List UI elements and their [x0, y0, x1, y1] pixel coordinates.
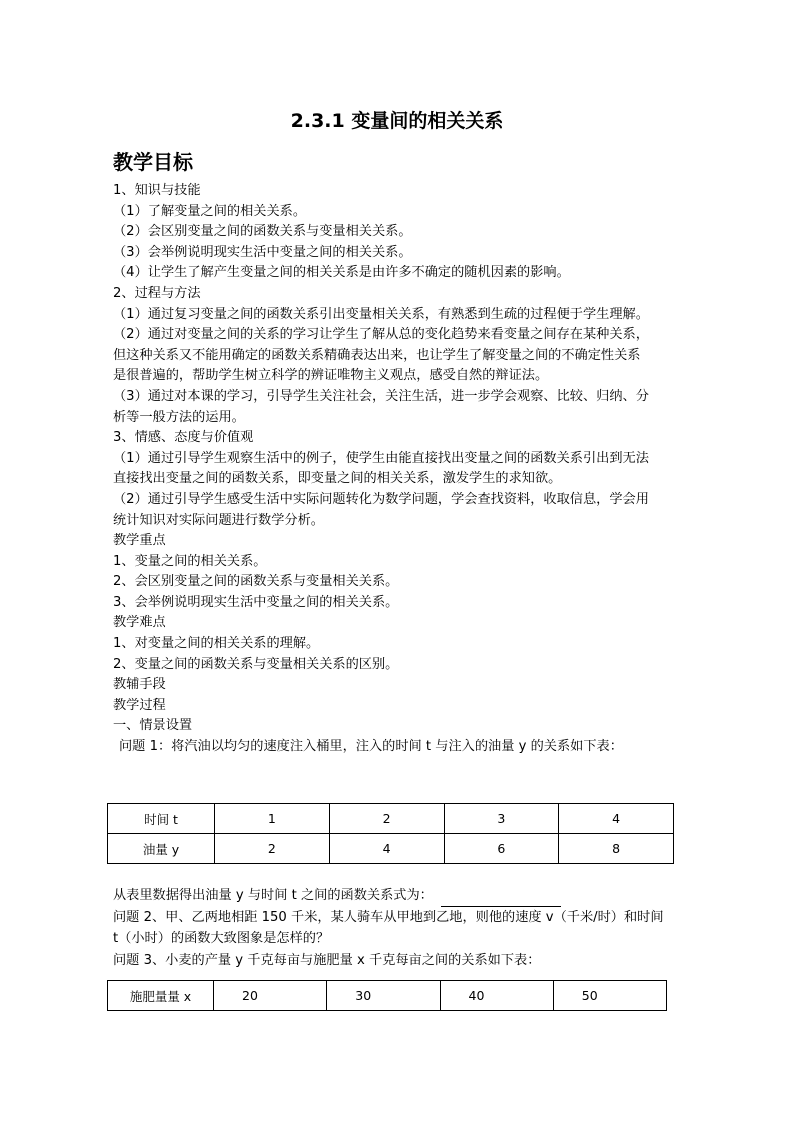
text-line: 教学重点 — [113, 533, 166, 549]
text-line: 统计知识对实际问题进行数学分析。 — [113, 512, 324, 528]
text-line: （1）通过复习变量之间的函数关系引出变量相关关系，有熟悉到生疏的过程便于学生理解。 — [113, 306, 649, 322]
section-heading: 教学目标 — [113, 150, 193, 174]
text-line: 但这种关系又不能用确定的函数关系精确表达出来，也让学生了解变量之间的不确定性关系 — [113, 347, 641, 363]
table-cell: 20 — [214, 981, 327, 1011]
table-cell: 40 — [440, 981, 553, 1011]
text-line: （3）通过对本课的学习，引导学生关注社会，关注生活，进一步学会观察、比较、归纳、分 — [113, 388, 649, 404]
document-title: 2.3.1 变量间的相关关系 — [290, 110, 504, 132]
table-cell: 6 — [444, 834, 559, 864]
answer-blank — [441, 892, 561, 907]
text-line: （1）了解变量之间的相关关系。 — [113, 203, 307, 219]
table-cell: 4 — [559, 804, 674, 834]
table-row — [108, 981, 667, 1011]
text-line: 2、会区别变量之间的函数关系与变量相关关系。 — [113, 574, 399, 590]
text-line: （2）通过对变量之间的关系的学习让学生了解从总的变化趋势来看变量之间存在某种关系， — [113, 327, 649, 343]
row-header: 施肥量量 x — [108, 981, 214, 1011]
row-header: 油量 y — [108, 834, 215, 864]
problems-text — [113, 885, 693, 971]
text-line: 直接找出变量之间的函数关系，即变量之间的相关关系，激发学生的求知欲。 — [113, 471, 562, 487]
text-line: （4）让学生了解产生变量之间的相关关系是由许多不确定的随机因素的影响。 — [113, 265, 570, 281]
table-cell: 3 — [444, 804, 559, 834]
text-line: 问题 2、甲、乙两地相距 150 千米，某人骑车从甲地到乙地，则他的速度 v（千米/时）和时间 — [113, 909, 664, 925]
text-line: 析等一般方法的运用。 — [113, 409, 245, 425]
table-cell: 50 — [553, 981, 666, 1011]
text-line: 1、知识与技能 — [113, 183, 201, 198]
text-line: 2、过程与方法 — [113, 285, 201, 301]
table-row — [108, 804, 674, 834]
formula-prompt: 从表里数据得出油量 y 与时间 t 之间的函数关系式为： — [113, 888, 433, 903]
text-line: 教学难点 — [113, 615, 166, 631]
text-line: 是很普遍的，帮助学生树立科学的辨证唯物主义观点，感受自然的辩证法。 — [113, 368, 549, 384]
table-cell: 30 — [327, 981, 440, 1011]
text-line: 2、变量之间的函数关系与变量相关关系的区别。 — [113, 656, 399, 672]
objectives-body — [113, 181, 683, 758]
table-cell: 4 — [329, 834, 444, 864]
row-header: 时间 t — [108, 804, 215, 834]
text-line: （2）通过引导学生感受生活中实际问题转化为数学问题，学会查找资料，收取信息，学会用 — [113, 491, 649, 507]
text-line: 教学过程 — [113, 697, 166, 713]
text-line: 1、对变量之间的相关关系的理解。 — [113, 636, 320, 652]
fertilizer-table — [107, 980, 667, 1011]
table-row — [108, 834, 674, 864]
text-line: （1）通过引导学生观察生活中的例子，使学生由能直接找出变量之间的函数关系引出到无法 — [113, 450, 649, 466]
text-line: 问题 1：将汽油以均匀的速度注入桶里，注入的时间 t 与注入的油量 y 的关系如下表： — [119, 739, 623, 755]
text-line: 3、会举例说明现实生活中变量之间的相关关系。 — [113, 594, 399, 610]
table-cell: 2 — [329, 804, 444, 834]
text-line: （3）会举例说明现实生活中变量之间的相关关系。 — [113, 244, 412, 260]
oil-time-table — [107, 803, 674, 864]
text-line: 1、变量之间的相关关系。 — [113, 553, 267, 569]
table-cell: 1 — [215, 804, 330, 834]
text-line — [113, 885, 693, 907]
table-cell: 2 — [215, 834, 330, 864]
text-line: 问题 3、小麦的产量 y 千克每亩与施肥量 x 千克每亩之间的关系如下表： — [113, 952, 541, 968]
table-cell: 8 — [559, 834, 674, 864]
text-line: （2）会区别变量之间的函数关系与变量相关关系。 — [113, 224, 412, 240]
text-line: 一、情景设置 — [113, 718, 193, 734]
text-line: t（小时）的函数大致图象是怎样的？ — [113, 931, 330, 946]
text-line: 教辅手段 — [113, 677, 166, 693]
text-line: 3、情感、态度与价值观 — [113, 430, 254, 446]
